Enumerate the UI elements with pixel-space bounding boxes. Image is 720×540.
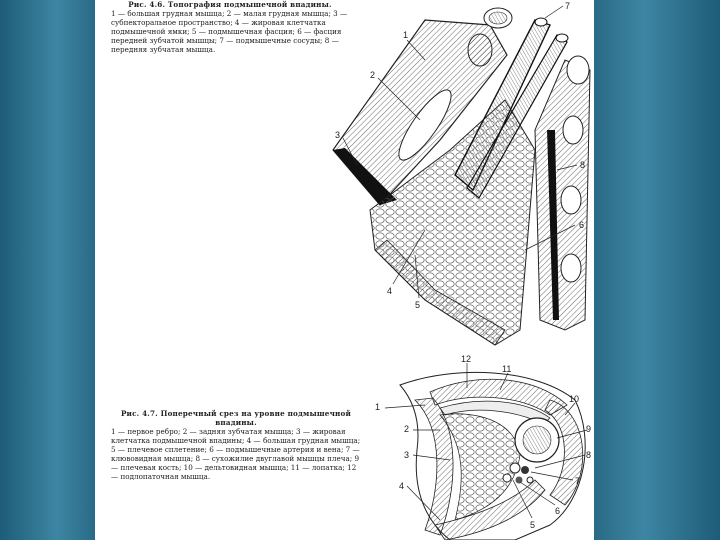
fig2-label-2: 2 (404, 424, 410, 434)
fig2-label-1: 1 (375, 402, 381, 412)
figure-1-legend: 1 — большая грудная мышца; 2 — малая грудная мышца; 3 — субпекторальное пространство; 4 — жировая клетчатка подмышечной ямки; 5 — подмышечная фасция; 6 — фасция передней зубчатой мышцы; 7 — подмышечные сосуды; 8 — передняя зубчатая мышца. (111, 9, 348, 54)
fig2-label-3: 3 (404, 450, 410, 460)
fig1-label-1: 1 (403, 30, 409, 40)
slide-frame-left (0, 0, 95, 540)
fig1-label-4: 4 (387, 286, 393, 296)
fig1-label-8: 8 (580, 160, 586, 170)
anatomy-illustrations (95, 0, 594, 540)
fig2-label-7: 7 (575, 476, 581, 486)
document-page (95, 0, 594, 540)
fig2-label-12: 12 (461, 354, 472, 364)
fig2-label-9: 9 (586, 424, 592, 434)
fig2-label-5: 5 (530, 520, 536, 530)
fig2-label-8: 8 (586, 450, 592, 460)
fig1-label-7: 7 (565, 1, 571, 11)
fig2-label-4: 4 (399, 481, 405, 491)
fig1-label-2: 2 (370, 70, 376, 80)
fig2-label-10: 10 (569, 394, 580, 404)
figure-2-legend: 1 — первое ребро; 2 — задняя зубчатая мышца; 3 — жировая клетчатка подмышечной впадины; 4 — большая грудная мышца; 5 — плечевое сплетение; 6 — подмышечные артерия и вена; 7 — клювовидная мышца; 8 — сухожилие двуглавой мышцы плеча; 9 — плечевая кость; 10 — дельтовидная мышца; 11 — лопатка; 12 — подлопаточная мышца. (111, 427, 361, 481)
fig2-label-6: 6 (555, 506, 561, 516)
fig1-label-5: 5 (415, 300, 421, 310)
figure-1-drawing (333, 1, 590, 345)
figure-2-drawing (375, 354, 591, 540)
figure-2-title: Рис. 4.7. Поперечный срез на уровне подмышечной впадины. (120, 409, 352, 427)
fig2-label-11: 11 (502, 364, 512, 374)
figure-1-title: Рис. 4.6. Топография подмышечной впадины. (128, 0, 332, 9)
slide-frame-right (594, 0, 720, 540)
fig1-label-3: 3 (335, 130, 341, 140)
fig1-label-6: 6 (579, 220, 585, 230)
